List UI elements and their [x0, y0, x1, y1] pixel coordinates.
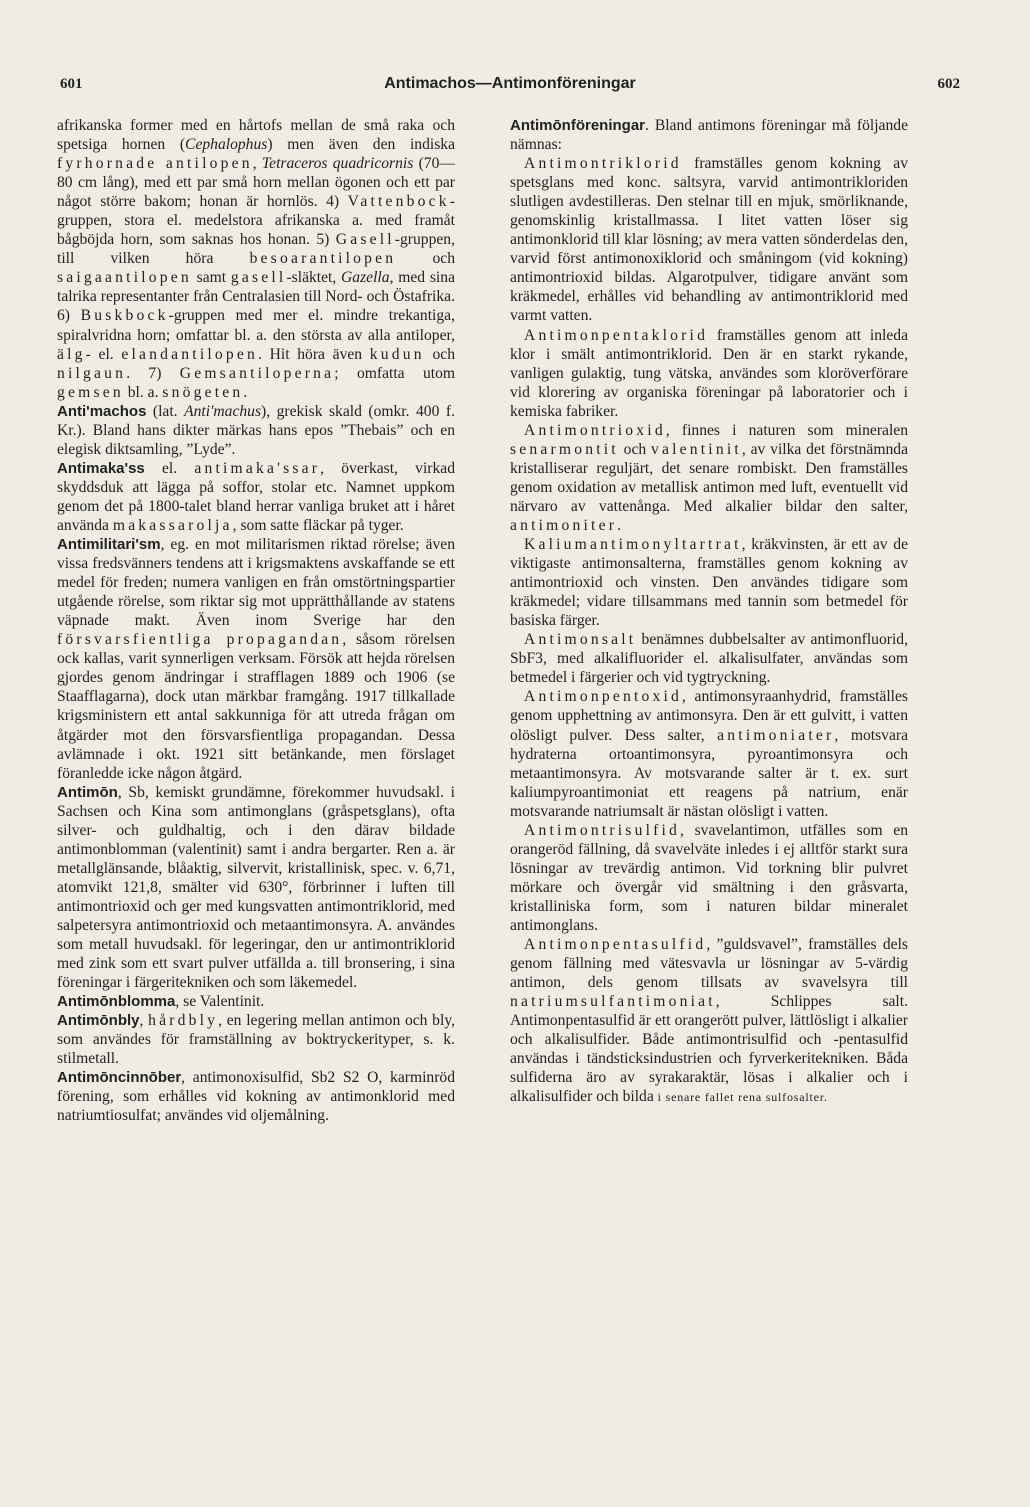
headword: Anti'machos — [57, 402, 147, 420]
headword: Antimōncinnōber — [57, 1069, 182, 1087]
left-column — [57, 116, 455, 1125]
page-number-left: 601 — [60, 76, 83, 92]
entry-antimon: Antimōn, Sb, kemiskt grundämne, förekommer huvudsakl. i Sachsen och Kina som antimonglans (gråspetsglans), ofta silver- och guldhaltig, och i den därav bildade antimonblomman (valentinit) samt i andra bergarter. Ren a. är metallglänsande, blåaktig, silvervit, kristallinisk, spec. v. 6,71, atomvikt 121,8, smälter vid 630°, förbrinner i luften till antimontrioxid och ger med kungsvatten antimontriklorid, med salpetersyra antimontrioxid och metaantimonsyra. A. användes som metall huvudsakl. för legeringar, den ur antimontriklorid med zink som ett svart pulver utfällda a. till bronsering, i sina föreningar i färgeritekniken och som läkemedel. — [57, 783, 455, 992]
headword: Antimilitari'sm — [57, 536, 161, 554]
entry-antimilitarism: Antimilitari'sm, eg. en mot militarismen riktad rörelse; även vissa fredsvänners tendens att i krigsmaktens avskaffande se ett medel för freden; numera vanligen en från omstörtningspartier utgående rörelse, som riktar sig mot upprätthållande av statens väpnade makt. Även inom Sverige har den försvarsfientliga propagandan, såsom rörelsen ock kallas, varit synnerligen verksam. Försök att hejda rörelsen gjordes genom ändringar i strafflagen 1889 och 1906 (se Staafflagarna), dock utan märkbar framgång. 1917 tillkallade krigsministern ett antal sakkunniga för att utreda frågan om åtgärder mot den försvarsfientliga propagandan. Dessa avlämnade i okt. 1921 sitt betänkande, men förslaget föranledde icke någon åtgärd. — [57, 536, 455, 782]
entry-antilope-continuation: afrikanska former med en hårtofs mellan de små raka och spetsiga hornen (Cephalophus) men även den indiska fyrhornade antilopen, Tetraceros quadricornis (70—80 cm lång), med ett par små horn mellan ögonen och ett par något större bakom; honan är hornlös. 4) Vattenbock-gruppen, stora el. medelstora afrikanska a. med framåt bågböjda horn, som saknas hos honan. 5) Gasell-gruppen, till vilken höra besoarantilopen och saigaantilopen samt gasell-släktet, Gazella, med sina talrika representanter från Centralasien till Nord- och Östafrika. 6) Buskbock-gruppen med mer el. mindre trekantiga, spiralvridna horn; omfattar bl. a. den största av alla antiloper, älg- el. elandantilopen. Hit höra även kudun och nilgaun. 7) Gemsantiloperna; omfatta utom gemsen bl. a. snögeten. — [57, 117, 456, 401]
headword: Antimōnbly — [57, 1012, 140, 1030]
sub-antimonsalt: Antimonsalt benämnes dubbelsalter av antimonfluorid, SbF3, med alkalifluorider el. alkalisulfater, användas som betmedel i färgerier och vid tygtryckning. — [510, 631, 908, 687]
sub-antimontrioxid: Antimontrioxid, finnes i naturen som mineralen senarmontit och valentinit, av vilka det förstnämnda kristalliserar reguljärt, det senare rombiskt. Den framställes genom oxidation av metallisk antimon med luft, eventuellt vid närvaro av vattenånga. Med alkalier bildar den salter, antimoniter. — [510, 421, 909, 534]
entry-antimonforeningar: Antimōnföreningar. Bland antimons föreningar må följande nämnas: — [510, 117, 908, 154]
entry-antimonbly: Antimōnbly, hårdbly, en legering mellan antimon och bly, som användes för framställning av boktryckerityper, s. k. stilmetall. — [57, 1012, 455, 1068]
sub-antimonpentasulfid: Antimonpentasulfid, ”guldsvavel”, framställes dels genom fällning med vätesvavla ur lösningar av 5-värdig antimon, dels genom tillsats av svavelsyra till natriumsulfantimoniat, Schlippes salt. Antimonpentasulfid är ett orangerött pulver, lättlösligt i alkalier och alkalisulfider. Både antimontrisulfid och -pentasulfid användas i tändsticksindustrien och fyrverkeritekniken. Båda sulfiderna äro av syrakaraktär, lösas i alkalier och i alkalisulfider och bilda i senare fallet rena sulfosalter. — [510, 936, 908, 1106]
page-header — [60, 76, 960, 100]
headword: Antimaka'ss — [57, 459, 145, 477]
sub-kaliumantimonyltartrat: Kaliumantimonyltartrat, kräkvinsten, är ett av de viktigaste antimonsalterna, framställes genom kokning av antimontrioxid och vinsten. Den användes tidigare som kräkmedel; vidare tillsammans med tannin som betmedel för basiska färger. — [510, 536, 908, 630]
right-column — [510, 116, 908, 1107]
running-title: Antimachos—Antimonföreningar — [384, 75, 636, 92]
entry-antimachos: Anti'machos (lat. Anti'machus), grekisk skald (omkr. 400 f. Kr.). Bland hans dikter märkas hans epos ”Thebais” och en elegisk diktsamling, ”Lyde”. — [57, 402, 455, 458]
headword: Antimōn — [57, 783, 118, 801]
sub-antimonpentoxid: Antimonpentoxid, antimonsyraanhydrid, framställes genom upphettning av antimonsyra. Den är ett gulvitt, i vatten olösligt pulver. Dess salter, antimoniater, motsvara hydraterna ortoantimonsyra, pyroantimonsyra och metaantimonsyra. Av motsvarande salter är t. ex. surt kaliumpyroantimoniat ett reagens på natrium, enär motsvarande natriumsalt är nästan olösligt i vatten. — [510, 688, 908, 820]
page-number-right: 602 — [937, 76, 960, 92]
sub-antimontriklorid: Antimontriklorid framställes genom kokning av spetsglans med konc. saltsyra, varvid antimontrikloriden slutligen avdestilleras. Den stelnar till en mjuk, smörliknande, genomskinlig kristallmassa. I litet vatten löser sig antimonklorid till klar lösning; av mera vatten sönderdelas den, varvid först antimonoxiklorid och småningom (vid kokning) antimontrioxid bildas. Algarotpulver, tidigare använt som kräkmedel, erhålles vid behandling av antimontriklorid med varmt vatten. — [510, 155, 908, 325]
sub-antimontrisulfid: Antimontrisulfid, svavelantimon, utfälles som en orangeröd fällning, då svavelväte inledes i ej alltför starkt sura lösningar av trevärdig antimon. Vid torkning blir pulvret mörkare och övergår vid smältning i den gråsvarta, kristalliniska form, som i naturen bildar mineralet antimonglans. — [510, 821, 908, 934]
entry-antimonblomma: Antimōnblomma, se Valentinit. — [57, 993, 265, 1011]
entry-antimoncinnober: Antimōncinnōber, antimonoxisulfid, Sb2 S2 O, karminröd förening, som erhålles vid kokning av antimonklorid med natriumtiosulfat; användes vid oljemålning. — [57, 1069, 455, 1125]
sub-antimonpentaklorid: Antimonpentaklorid framställes genom att inleda klor i smält antimontriklorid. Den är en starkt rykande, vanligen gulaktig, tung vätska, användes som kloröverförare vid klorering av organiska föreningar på laboratorier och i kemiska fabriker. — [510, 326, 908, 420]
headword: Antimōnföreningar — [510, 117, 645, 134]
headword: Antimōnblomma — [57, 993, 176, 1011]
entry-antimakass: Antimaka'ss el. antimaka'ssar, överkast, virkad skyddsduk att lägga på soffor, stolar etc. Namnet uppkom genom det på 1800-talet bland herrar vanliga bruket att i håret använda makassarolja, som satte fläckar på tyger. — [57, 459, 455, 534]
